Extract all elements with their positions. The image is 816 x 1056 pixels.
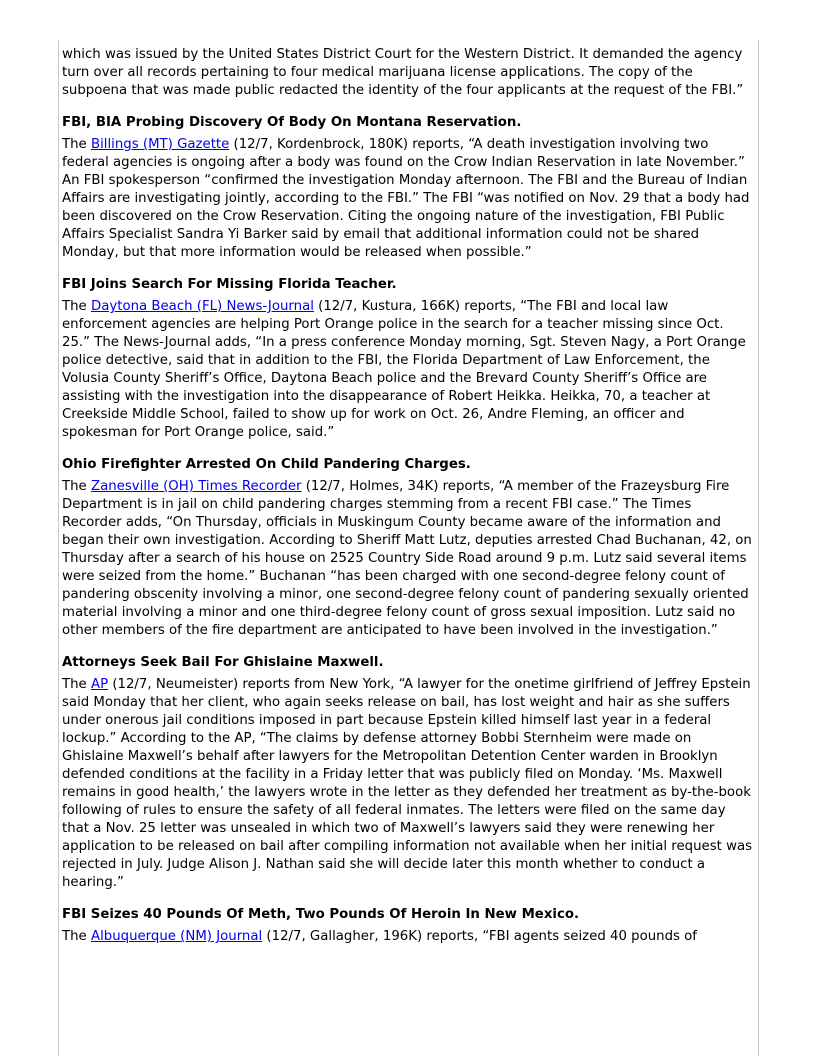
article-headline: Attorneys Seek Bail For Ghislaine Maxwell. [62,655,384,670]
article [62,906,754,946]
article [62,654,754,892]
article-prefix: The [62,137,91,152]
article-text: (12/7, Gallagher, 196K) reports, “FBI agents seized 40 pounds of [262,929,697,944]
article-prefix: The [62,479,91,494]
article-body [62,676,754,892]
article-body [62,928,754,946]
article-body [62,298,754,442]
article-body [62,136,754,262]
article-body [62,478,754,640]
article-headline: FBI Joins Search For Missing Florida Teacher. [62,277,397,292]
source-link[interactable]: AP [90,677,109,692]
article-headline: Ohio Firefighter Arrested On Child Pandering Charges. [62,457,471,472]
article-text: (12/7, Neumeister) reports from New York, “A lawyer for the onetime girlfriend of Jeffrey Epstein said Monday that her client, who again seeks release on bail, has lost weight and hair as she suffers under onerous jail conditions imposed in part because Epstein killed himself last year in a federal lockup.” According to the AP, “The claims by defense attorney Bobbi Sternheim were made on Ghislaine Maxwell’s behalf after lawyers for the Metropolitan Detention Center warden in Brooklyn defended conditions at the facility in a Friday letter that was publicly filed on Monday. ‘Ms. Maxwell remains in good health,’ the lawyers wrote in the letter as they defended her treatment as by-the-book following of rules to ensure the safety of all federal inmates. The letters were filed on the same day that a Nov. 25 letter was unsealed in which two of Maxwell’s lawyers said they were renewing her application to be released on bail after compiling information not available when her initial request was rejected in July. Judge Alison J. Nathan said she will decide later this month whether to conduct a hearing.” [62,677,753,890]
source-link[interactable]: Zanesville (OH) Times Recorder [90,479,302,494]
article [62,456,754,640]
source-link[interactable]: Albuquerque (NM) Journal [90,929,263,944]
article-headline: FBI Seizes 40 Pounds Of Meth, Two Pounds Of Heroin In New Mexico. [62,907,580,922]
source-link[interactable]: Daytona Beach (FL) News-Journal [90,299,314,314]
article-prefix: The [62,677,91,692]
article [62,276,754,442]
article-text: (12/7, Holmes, 34K) reports, “A member of the Frazeysburg Fire Department is in jail on child pandering charges stemming from a recent FBI case.” The Times Recorder adds, “On Thursday, officials in Muskingum County became aware of the information and began their own investigation. According to Sheriff Matt Lutz, deputies arrested Chad Buchanan, 42, on Thursday after a search of his house on 2525 Country Side Road around 9 p.m. Lutz said several items were seized from the home.” Buchanan “has been charged with one second-degree felony count of pandering obscenity involving a minor, one second-degree felony count of pandering sexually oriented material involving a minor and one third-degree felony count of gross sexual imposition. Lutz said no other members of the fire department are anticipated to have been involved in the investigation.” [62,479,752,638]
article [62,114,754,262]
lead-in-paragraph: which was issued by the United States District Court for the Western District. It demanded the agency turn over all records pertaining to four medical marijuana license applications. The copy of the subpoena that was made public redacted the identity of the four applicants at the request of the FBI.” [62,47,744,98]
article-headline: FBI, BIA Probing Discovery Of Body On Montana Reservation. [62,115,522,130]
article-prefix: The [62,299,91,314]
source-link[interactable]: Billings (MT) Gazette [90,137,230,152]
article-text: (12/7, Kordenbrock, 180K) reports, “A death investigation involving two federal agencies is ongoing after a body was found on the Crow Indian Reservation in late November.” An FBI spokesperson “confirmed the investigation Monday afternoon. The FBI and the Bureau of Indian Affairs are investigating jointly, according to the FBI.” The FBI “was notified on Nov. 29 that a body had been discovered on the Crow Reservation. Citing the ongoing nature of the investigation, FBI Public Affairs Specialist Sandra Yi Barker said by email that additional information could not be shared Monday, but that more information would be released when possible.” [62,137,750,260]
document-body [62,46,754,946]
article-text: (12/7, Kustura, 166K) reports, “The FBI and local law enforcement agencies are helping Port Orange police in the search for a teacher missing since Oct. 25.” The News-Journal adds, “In a press conference Monday morning, Sgt. Steven Nagy, a Port Orange police detective, said that in addition to the FBI, the Florida Department of Law Enforcement, the Volusia County Sheriff’s Office, Daytona Beach police and the Brevard County Sheriff’s Office are assisting with the investigation into the disappearance of Robert Heikka. Heikka, 70, a teacher at Creekside Middle School, failed to show up for work on Oct. 26, Andre Fleming, an officer and spokesman for Port Orange police, said.” [62,299,746,440]
article-prefix: The [62,929,91,944]
